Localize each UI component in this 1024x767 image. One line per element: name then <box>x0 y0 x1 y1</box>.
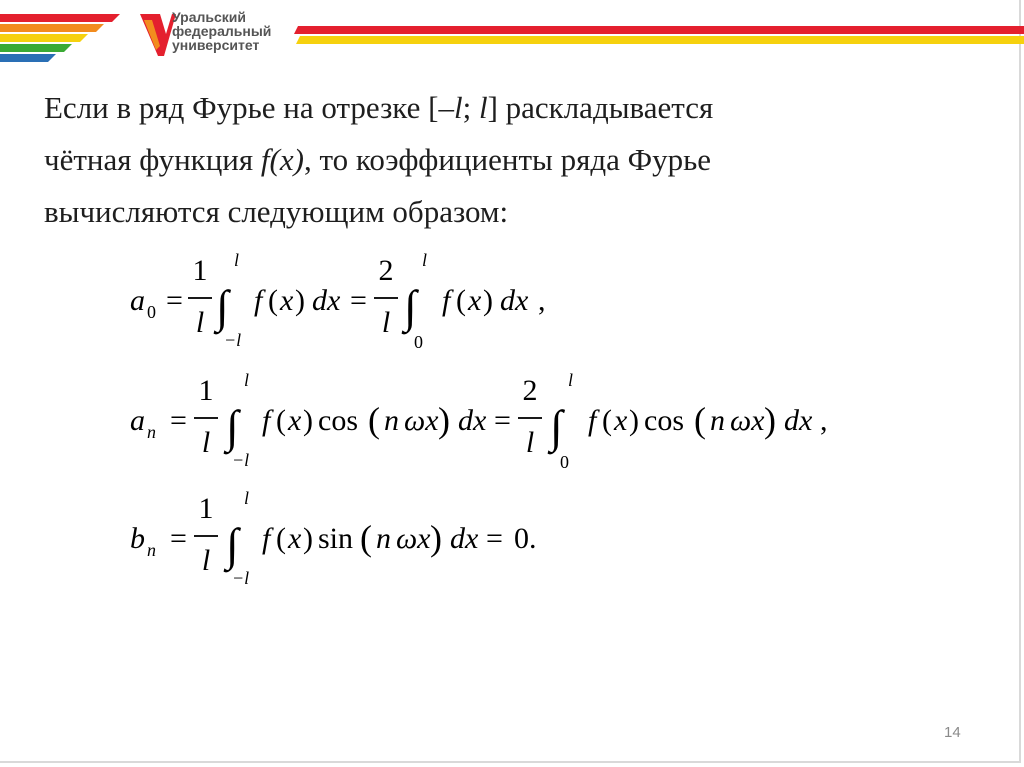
svg-text:ωx: ωx <box>396 522 431 555</box>
header-stripes <box>0 0 1024 70</box>
svg-text:f: f <box>262 522 271 555</box>
svg-text:a: a <box>130 404 145 437</box>
svg-text:1: 1 <box>198 374 214 407</box>
svg-text:l: l <box>568 370 574 390</box>
svg-text:∫: ∫ <box>226 519 239 570</box>
svg-text:l: l <box>381 306 391 339</box>
svg-text:n: n <box>147 422 156 442</box>
svg-text:∫: ∫ <box>404 281 417 332</box>
stripe-green <box>0 44 72 52</box>
svg-text:): ) <box>430 518 442 558</box>
svg-text:ωx: ωx <box>404 404 439 437</box>
svg-text:=: = <box>486 522 503 555</box>
svg-text:l: l <box>244 370 250 390</box>
svg-text:f: f <box>442 284 451 317</box>
stripe-right-red <box>294 26 1024 34</box>
svg-text:l: l <box>195 306 205 339</box>
svg-text:,: , <box>820 404 828 437</box>
svg-text:): ) <box>629 404 639 437</box>
svg-text:n: n <box>147 540 156 560</box>
svg-text:x: x <box>468 284 482 317</box>
svg-text:=: = <box>170 522 187 555</box>
svg-text:1: 1 <box>198 492 214 525</box>
interval-end: l <box>478 90 488 125</box>
svg-text:cos: cos <box>318 404 358 437</box>
svg-text:∫: ∫ <box>550 401 563 452</box>
svg-text:dx: dx <box>458 404 487 437</box>
intro-text-3: чётная функция <box>44 142 261 177</box>
svg-text:(: ( <box>456 284 466 317</box>
svg-text:0: 0 <box>560 452 569 472</box>
svg-text:=: = <box>350 284 367 317</box>
stripe-blue <box>0 54 56 62</box>
logo-line-2: федеральный <box>172 23 272 39</box>
svg-text:n: n <box>710 404 725 437</box>
svg-text:(: ( <box>360 518 372 558</box>
stripe-red <box>0 14 120 22</box>
formula-bn <box>130 488 537 588</box>
svg-text:l: l <box>201 544 211 577</box>
intro-text-2: ] раскладывается <box>487 90 714 125</box>
svg-text:): ) <box>303 404 313 437</box>
svg-text:l: l <box>234 250 240 270</box>
interval-start: –l <box>438 90 463 125</box>
svg-text:f: f <box>262 404 271 437</box>
intro-paragraph <box>44 82 944 238</box>
svg-text:(: ( <box>276 404 286 437</box>
svg-text:0: 0 <box>147 302 156 322</box>
svg-text:f: f <box>588 404 597 437</box>
svg-text:=: = <box>170 404 187 437</box>
logo-line-3: университет <box>172 37 260 53</box>
svg-text:ωx: ωx <box>730 404 765 437</box>
svg-text:l: l <box>525 426 535 459</box>
svg-text:(: ( <box>268 284 278 317</box>
svg-text:(: ( <box>694 400 706 440</box>
intro-text-5: вычисляются следующим образом: <box>44 194 509 229</box>
intro-text-4: , то коэффициенты ряда Фурье <box>303 142 711 177</box>
svg-text:): ) <box>764 400 776 440</box>
svg-text:(: ( <box>602 404 612 437</box>
svg-text:x: x <box>280 284 294 317</box>
stripe-right-yellow <box>296 36 1024 44</box>
svg-text:l: l <box>244 488 250 508</box>
stripe-yellow <box>0 34 88 42</box>
svg-text:−l: −l <box>232 568 250 588</box>
university-name <box>172 10 271 52</box>
svg-text:a: a <box>130 284 145 317</box>
svg-text:−l: −l <box>232 450 250 470</box>
svg-text:∫: ∫ <box>216 281 229 332</box>
svg-text:x: x <box>288 522 302 555</box>
urfu-logo-icon <box>140 14 176 56</box>
svg-text:): ) <box>483 284 493 317</box>
svg-text:n: n <box>376 522 391 555</box>
svg-text:l: l <box>422 250 428 270</box>
interval-sep: ; <box>462 90 479 125</box>
svg-text:dx: dx <box>784 404 813 437</box>
svg-text:): ) <box>295 284 305 317</box>
svg-text:0.: 0. <box>514 522 537 555</box>
svg-text:n: n <box>384 404 399 437</box>
svg-text:(: ( <box>276 522 286 555</box>
logo-line-1: Уральский <box>172 9 247 25</box>
svg-text:l: l <box>201 426 211 459</box>
page-number: 14 <box>944 724 961 741</box>
svg-text:dx: dx <box>312 284 341 317</box>
svg-text:cos: cos <box>644 404 684 437</box>
svg-text:2: 2 <box>522 374 538 407</box>
svg-text:∫: ∫ <box>226 401 239 452</box>
svg-text:): ) <box>438 400 450 440</box>
svg-text:dx: dx <box>500 284 529 317</box>
function-symbol: f(x) <box>260 142 304 177</box>
svg-text:sin: sin <box>318 522 354 555</box>
svg-text:dx: dx <box>450 522 479 555</box>
svg-text:−l: −l <box>224 330 242 350</box>
svg-text:=: = <box>166 284 183 317</box>
svg-text:f: f <box>254 284 263 317</box>
svg-text:=: = <box>494 404 511 437</box>
formula-a0 <box>130 250 546 352</box>
intro-text-1: Если в ряд Фурье на отрезке [ <box>44 90 439 125</box>
svg-text:,: , <box>538 284 546 317</box>
formula-an <box>130 370 828 472</box>
svg-text:x: x <box>614 404 628 437</box>
svg-text:0: 0 <box>414 332 423 352</box>
header-banner <box>0 0 1024 70</box>
svg-text:): ) <box>303 522 313 555</box>
svg-text:b: b <box>130 522 145 555</box>
svg-text:2: 2 <box>378 254 394 287</box>
svg-text:1: 1 <box>192 254 208 287</box>
formula-block <box>120 246 920 606</box>
svg-text:x: x <box>288 404 302 437</box>
stripe-orange <box>0 24 104 32</box>
svg-text:(: ( <box>368 400 380 440</box>
